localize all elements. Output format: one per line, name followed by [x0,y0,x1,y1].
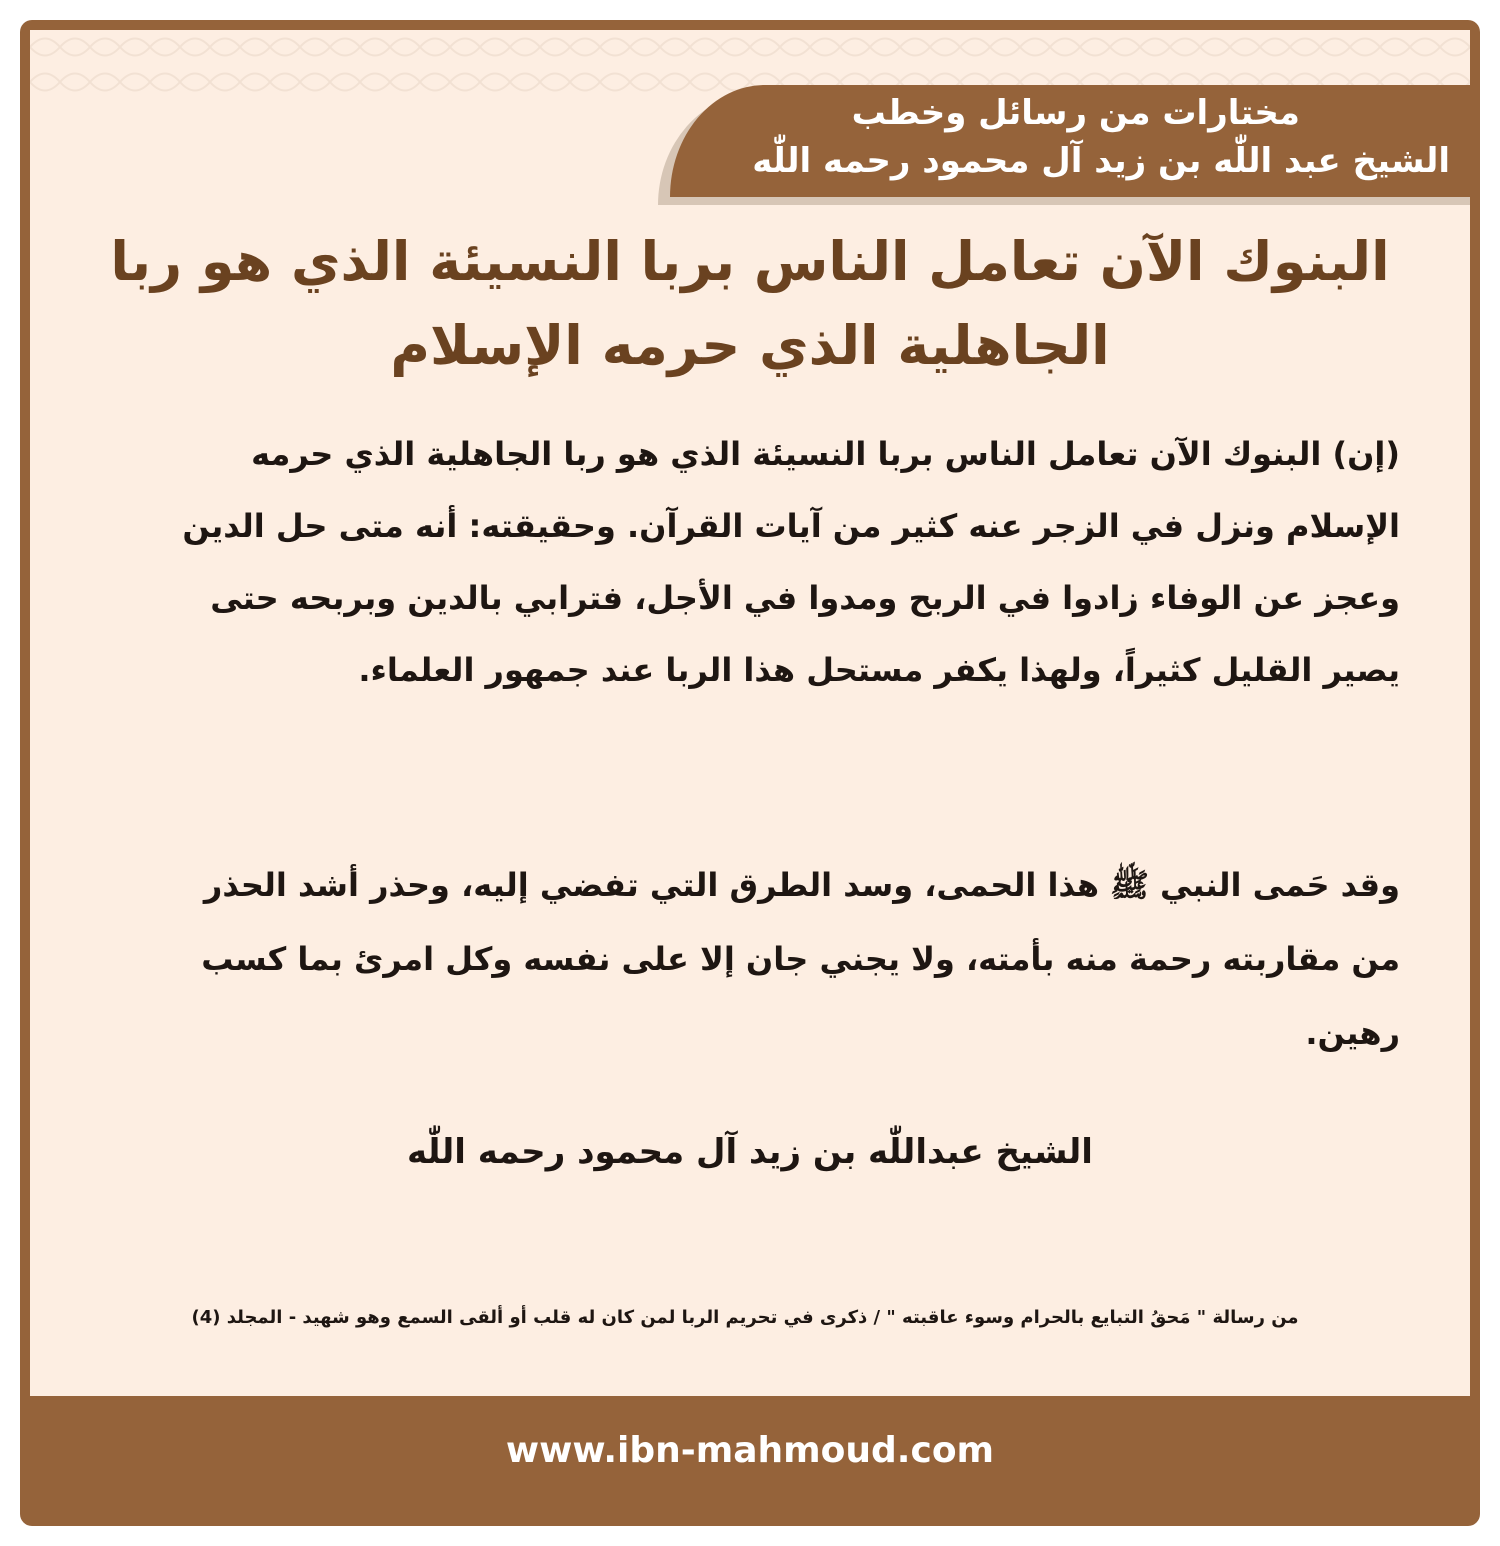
header-banner [670,85,1470,197]
paragraph-1: (إن) البنوك الآن تعامل الناس بربا النسيئة الذي هو ربا الجاهلية الذي حرمه الإسلام ونزل في الزجر عنه كثير من آيات القرآن. وحقيقته: أنه متى حل الدين وعجز عن الوفاء زادوا في الربح ومدوا في الأجل، فترابي بالدين وبربحه حتى يصير القليل كثيراً، ولهذا يكفر مستحل هذا الربا عند جمهور العلماء. [182,435,1400,689]
series-title: مختارات من رسائل وخطب [851,93,1300,133]
website-link[interactable]: www.ibn-mahmoud.com [505,1430,995,1471]
source-citation: من رسالة " مَحقُ التبايع بالحرام وسوء عاقبته " / ذكرى في تحريم الربا لمن كان له قلب أو ألقى السمع وهو شهيد - المجلد (4) [191,1307,1299,1328]
paragraph-2: وقد حَمى النبي ﷺ هذا الحمى، وسد الطرق التي تفضي إليه، وحذر أشد الحذر من مقاربته رحمة منه بأمته، ولا يجني جان إلا على نفسه وكل امرئ بما كسب رهين. [201,866,1400,1052]
post-card [20,20,1480,1526]
signature: الشيخ عبداللّٰه بن زيد آل محمود رحمه اللّٰه [407,1132,1093,1172]
content-panel [30,30,1470,1396]
article-title: البنوك الآن تعامل الناس بربا النسيئة الذي هو ربا الجاهلية الذي حرمه الإسلام [110,230,1390,377]
sheikh-name: الشيخ عبد اللّٰه بن زيد آل محمود رحمه اللّٰه [752,141,1450,181]
